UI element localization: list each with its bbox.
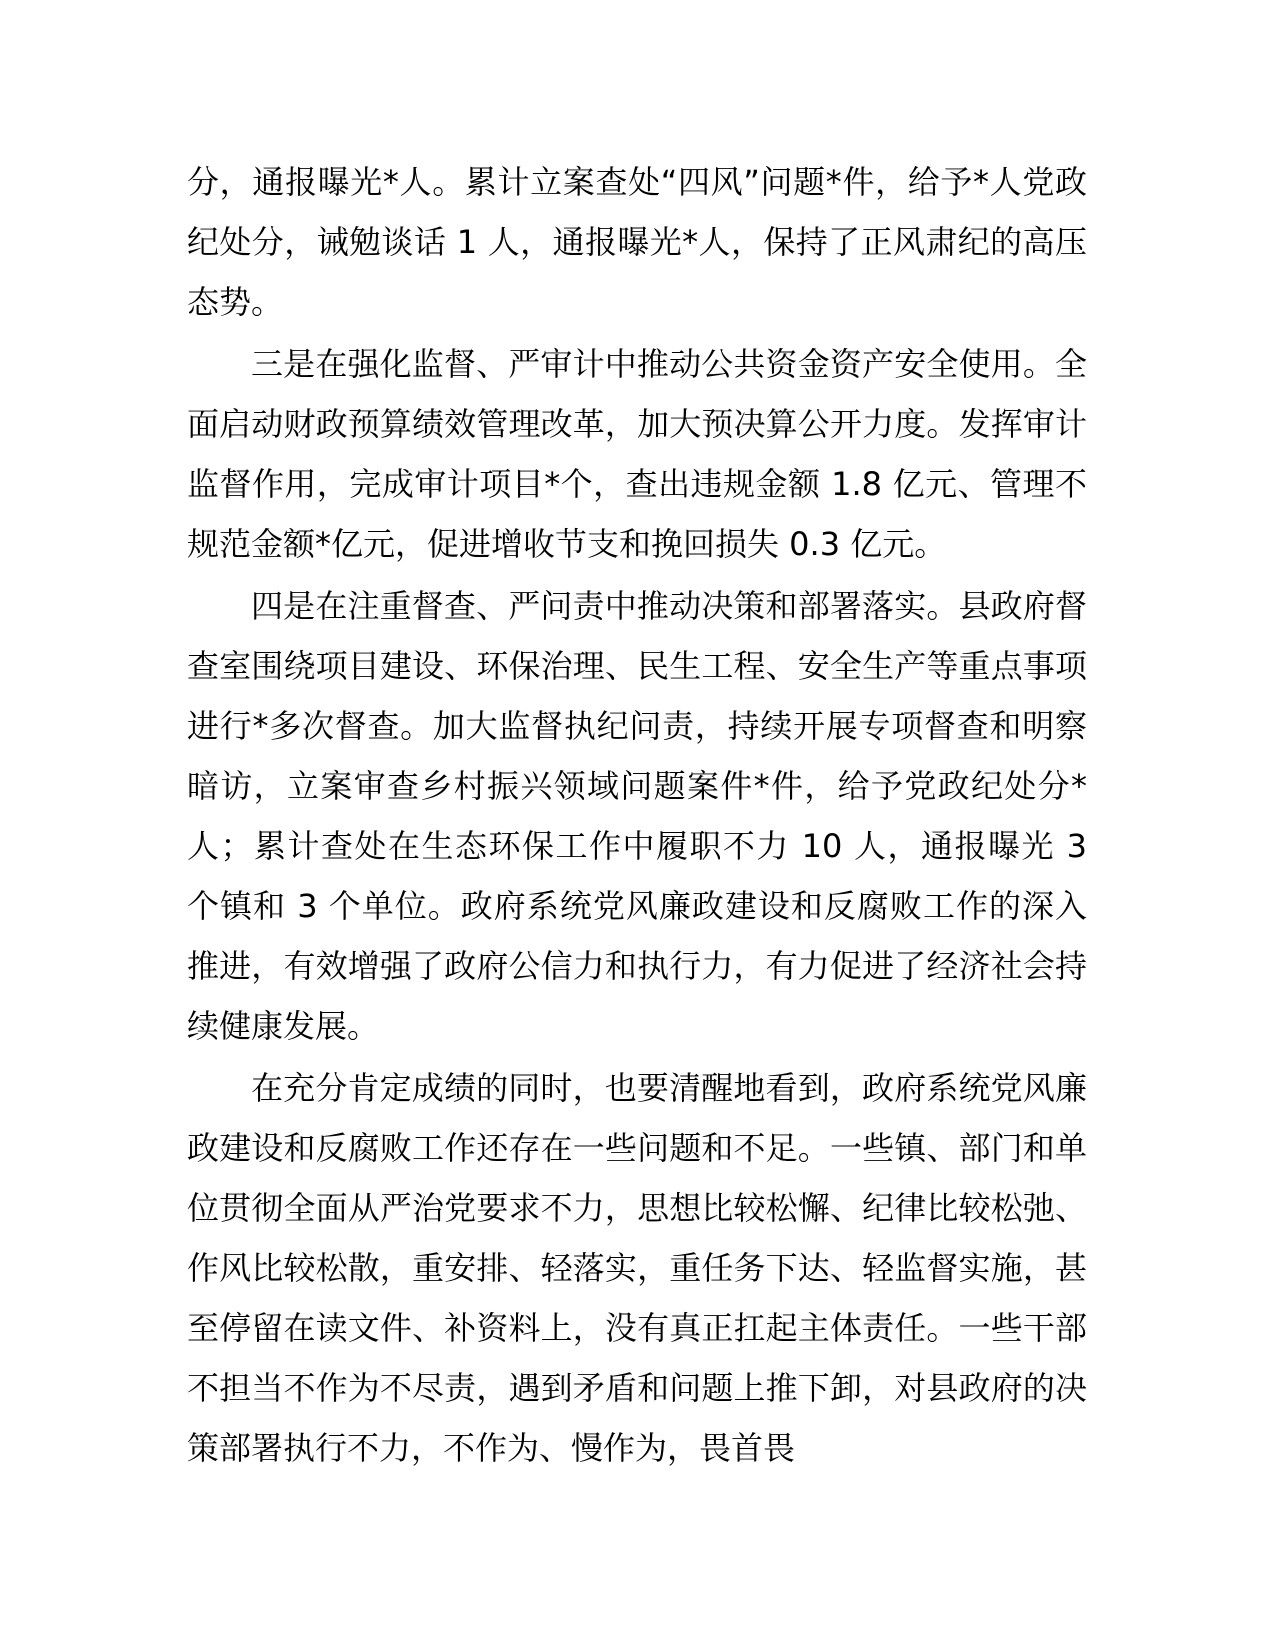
document-body <box>187 152 1087 1478</box>
paragraph-inspection-accountability: 四是在注重督查、严问责中推动决策和部署落实。县政府督查室围绕项目建设、环保治理、民生工程、安全生产等重点事项进行*多次督查。加大监督执纪问责，持续开展专项督查和明察暗访，立案审查乡村振兴领域问题案件*件，给予党政纪处分*人；累计查处在生态环保工作中履职不力 10 人，通报曝光 3 个镇和 3 个单位。政府系统党风廉政建设和反腐败工作的深入推进，有效增强了政府公信力和执行力，有力促进了经济社会持续健康发展。 <box>187 587 1087 1045</box>
paragraph-problems-shortcomings: 在充分肯定成绩的同时，也要清醒地看到，政府系统党风廉政建设和反腐败工作还存在一些问题和不足。一些镇、部门和单位贯彻全面从严治党要求不力，思想比较松懈、纪律比较松弛、作风比较松散，重安排、轻落实，重任务下达、轻监督实施，甚至停留在读文件、补资料上，没有真正扛起主体责任。一些干部不担当不作为不尽责，遇到矛盾和问题上推下卸，对县政府的决策部署执行不力，不作为、慢作为，畏首畏 <box>187 1069 1087 1467</box>
paragraph-audit-supervision: 三是在强化监督、严审计中推动公共资金资产安全使用。全面启动财政预算绩效管理改革，加大预决算公开力度。发挥审计监督作用，完成审计项目*个，查出违规金额 1.8 亿元、管理不规范金额*亿元，促进增收节支和挽回损失 0.3 亿元。 <box>187 345 1087 563</box>
paragraph-continuation: 分，通报曝光*人。累计立案查处“四风”问题*件，给予*人党政纪处分，诫勉谈话 1 人，通报曝光*人，保持了正风肃纪的高压态势。 <box>187 163 1087 321</box>
